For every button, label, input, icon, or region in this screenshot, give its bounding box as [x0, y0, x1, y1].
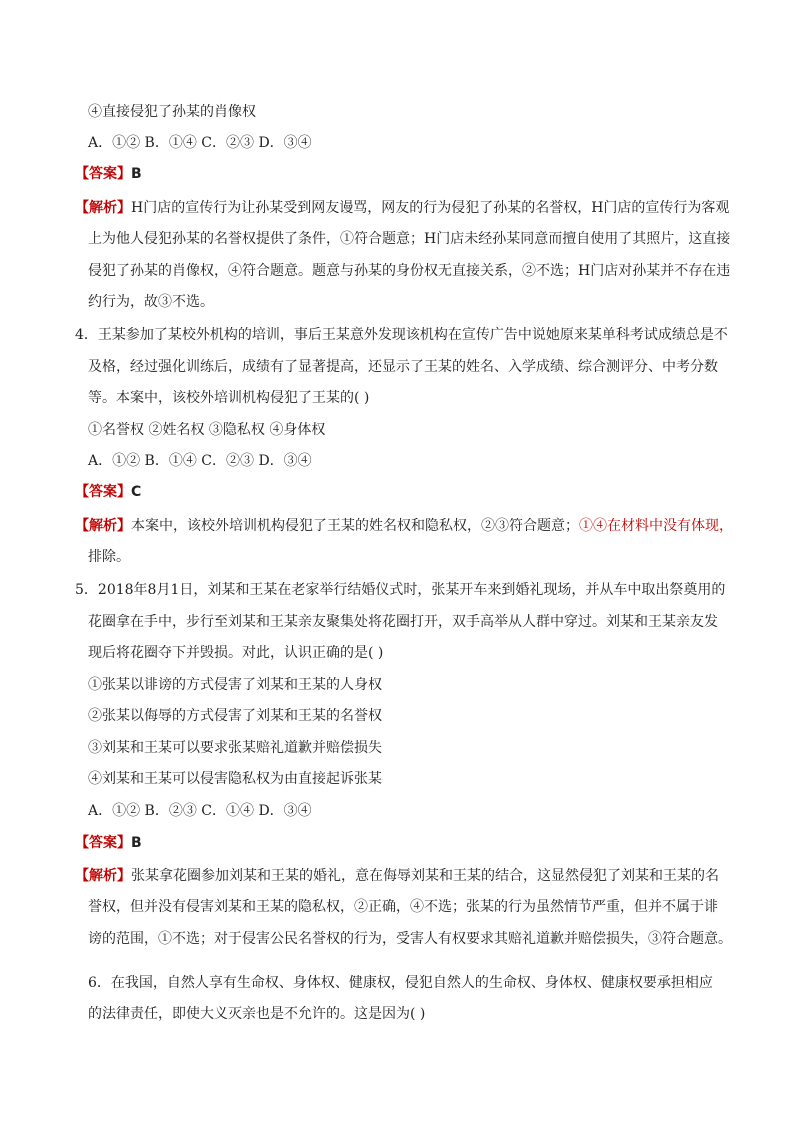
q6-stem-line-2: 的法律责任，即使大义灭亲也是不允许的。这是因为( ) — [88, 1006, 426, 1022]
q5-option-2: ②张某以侮辱的方式侵害了刘某和王某的名誉权 — [88, 708, 382, 724]
analysis-label: 【解析】 — [75, 200, 131, 216]
q4-analysis-line-1: 【解析】本案中，该校外培训机构侵犯了王某的姓名权和隐私权，②③符合题意；①④在材料中没有体现， — [75, 518, 733, 534]
q5-stem-line-1: 5．2018年8月1日，刘某和王某在老家举行结婚仪式时，张某开车来到婚礼现场，并从车中取出祭奠用的 — [75, 582, 726, 598]
q4-stem-line-3: 等。本案中，该校外培训机构侵犯了王某的( ) — [88, 390, 370, 406]
q4-stem-line-1: 4．王某参加了某校外机构的培训，事后王某意外发现该机构在宣传广告中说她原来某单科考试成绩总是不 — [75, 327, 728, 343]
answer-value: B — [131, 835, 142, 851]
answer-value: B — [131, 166, 142, 182]
q5-option-3: ③刘某和王某可以要求张某赔礼道歉并赔偿损失 — [88, 740, 382, 756]
q3-analysis-line-2: 上为他人侵犯孙某的名誉权提供了条件，①符合题意；H门店未经孙某同意而擅自使用了其照片，这直接 — [88, 231, 731, 247]
q3-analysis-line-1: 【解析】H门店的宣传行为让孙某受到网友谩骂，网友的行为侵犯了孙某的名誉权，H门店的宣传行为客观 — [75, 200, 730, 216]
q5-stem-line-3: 现后将花圈夺下并毁损。对此，认识正确的是( ) — [88, 645, 384, 661]
q5-stem-line-2: 花圈拿在手中，步行至刘某和王某亲友聚集处将花圈打开，双手高举从人群中穿过。刘某和王某亲友发 — [88, 614, 718, 630]
q5-answer — [75, 833, 142, 853]
q4-answer — [75, 482, 141, 502]
q4-stem-line-2: 及格，经过强化训练后，成绩有了显著提高，还显示了王某的姓名、入学成绩、综合测评分、中考分数 — [88, 359, 718, 375]
highlighted-text: ①④在材料中没有体现， — [579, 518, 733, 534]
q4-choices: A．①② B．①④ C．②③ D．③④ — [88, 453, 312, 469]
analysis-label: 【解析】 — [75, 868, 131, 884]
q5-option-1: ①张某以诽谤的方式侵害了刘某和王某的人身权 — [88, 677, 382, 693]
q3-analysis-line-3: 侵犯了孙某的肖像权，④符合题意。题意与孙某的身份权无直接关系，②不选；H门店对孙某并不存在违 — [88, 263, 731, 279]
answer-label: 【答案】 — [75, 835, 131, 851]
q5-option-4: ④刘某和王某可以侵害隐私权为由直接起诉张某 — [88, 771, 382, 787]
analysis-label: 【解析】 — [75, 518, 131, 534]
q5-choices: A．①② B．②③ C．①④ D．③④ — [88, 803, 312, 819]
q4-analysis-line-2: 排除。 — [88, 549, 130, 565]
q3-answer — [75, 164, 142, 184]
q5-analysis-line-2: 誉权，但并没有侵害刘某和王某的隐私权，②正确，④不选；张某的行为虽然情节严重，但并不属于诽 — [88, 899, 718, 915]
q3-analysis-line-4: 约行为，故③不选。 — [88, 294, 214, 310]
answer-label: 【答案】 — [75, 166, 131, 182]
q4-options: ①名誉权 ②姓名权 ③隐私权 ④身体权 — [88, 422, 326, 438]
q5-analysis-line-1: 【解析】张某拿花圈参加刘某和王某的婚礼，意在侮辱刘某和王某的结合，这显然侵犯了刘某和王某的名 — [75, 868, 719, 884]
answer-value: C — [131, 484, 142, 500]
q3-option-4: ④直接侵犯了孙某的肖像权 — [88, 104, 256, 120]
q5-analysis-line-3: 谤的范围，①不选；对于侵害公民名誉权的行为，受害人有权要求其赔礼道歉并赔偿损失，③符合题意。 — [88, 931, 732, 947]
q6-stem-line-1: 6．在我国，自然人享有生命权、身体权、健康权，侵犯自然人的生命权、身体权、健康权要承担相应 — [88, 975, 713, 991]
q3-choices: A．①② B．①④ C．②③ D．③④ — [88, 135, 312, 151]
answer-label: 【答案】 — [75, 484, 131, 500]
